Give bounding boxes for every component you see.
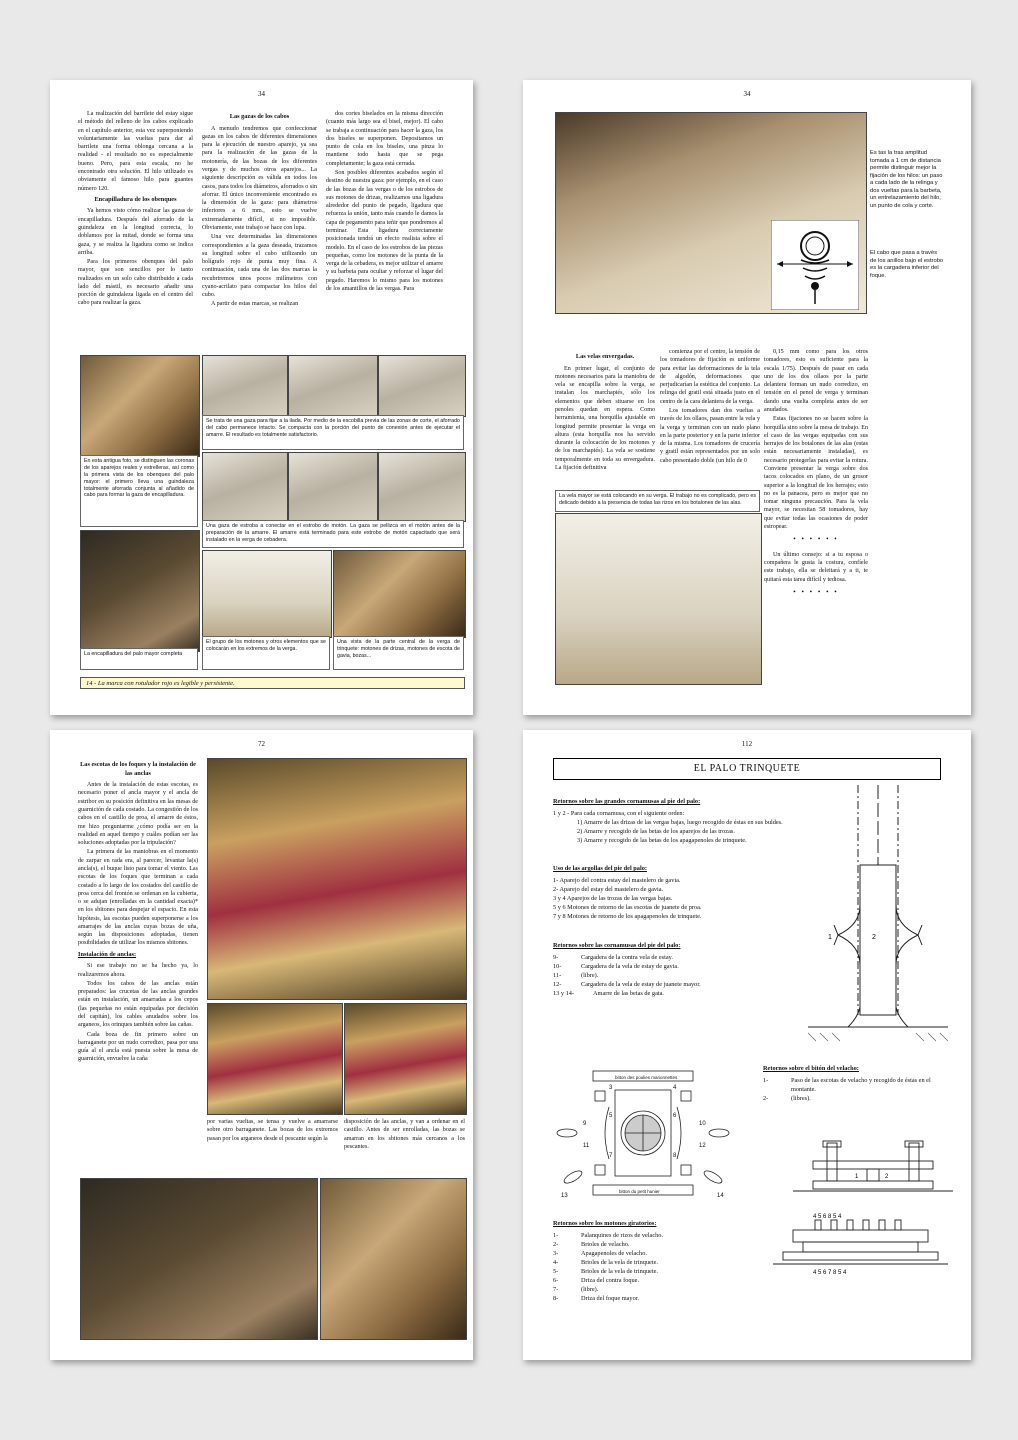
item-value: Paso de las escotas de velacho y recogido de éstas en el montante. (791, 1076, 931, 1093)
label-1: 1 (828, 934, 832, 941)
list-item (553, 954, 783, 963)
photo-ruler-mark (288, 355, 378, 417)
photo-rigging-bitts (344, 1003, 467, 1115)
item-value: Brioles de velacho. (581, 1240, 630, 1248)
figure-note-strip: 14 - La marca con rotulador rojo es legible y persistente. (80, 677, 465, 689)
list-item: 3 y 4 Aparejos de las trozas de las vergas bajas. (553, 894, 673, 902)
label-sheaves-bottom: 4 5 6 7 8 5 4 (813, 1270, 847, 1276)
paragraph: Para los primeros obenques del palo mayor, que son sencillos por lo tanto realizados en un solo cabo distribuido a cada lado del mástil, es necesario añadir una porción de guindaleza ligada en el centro del cabo para realizar la gaza. (78, 259, 193, 307)
section-mast-rings (553, 865, 783, 922)
item-key: 9- (553, 953, 559, 961)
item-value: Driza del contra foque. (581, 1276, 640, 1284)
label-5: 5 (609, 1113, 613, 1119)
item-key: 5- (553, 1267, 559, 1275)
photo-tweezers-block (288, 452, 378, 522)
photo-mast-head (80, 530, 200, 652)
section-cleats-foot (553, 942, 783, 999)
item-key: 6- (553, 1276, 559, 1284)
side-note-downhaul: El cabo que pasa a través de los anillos bajo el estrobo es la cargadera inferior del foque. (870, 250, 944, 279)
item-value: Brioles de la vela de trinquete. (581, 1267, 658, 1275)
paragraph: Estas fijaciones no se hacen sobre la horquilla sino sobre la mesa de trabajo. En el caso de las vergas equipadas con sus herrajes de los botalones de las alas (estas están necesariamente instaladas), es necesario protegerlas para evitar la rotura. Conviene presentar la verga sobre dos tacos colocados en plano, de un grosor superior a la longitud de los herrajes; esto no es la panacea, pero es mejor que no tomar ninguna precaución. Para la vela mayor, se necesitan 58 tomadores, hay que evitar todas las ocasiones de poder estropear. (764, 416, 868, 530)
list-item (553, 1259, 753, 1268)
section-bitts (763, 1065, 948, 1104)
list-item (553, 963, 783, 972)
list-item (553, 1277, 753, 1286)
item-value: (libre). (581, 971, 599, 979)
section-cleats-large (553, 798, 821, 846)
photo-glue-joint (378, 355, 466, 417)
item-key: 3- (553, 1249, 559, 1257)
label-12: 12 (699, 1143, 706, 1149)
label-9: 9 (583, 1121, 587, 1127)
text-column-1 (78, 758, 198, 1176)
photo-mast-crosstrees (80, 355, 200, 457)
label-8: 8 (673, 1153, 677, 1159)
list-item (763, 1095, 948, 1104)
paragraph: A menudo tendremos que confeccionar gazas en los cabos de diferentes dimensiones para la ejecución de nuestro aparejo, ya sea para la realización de las gazas de la motonería, de las bozas de los diferentes vergas y de muchos otros aparejos... La siguiente descripción es válida en todos los casos, para todos los diámetros, aforrados o sin aforrar. El único inconveniente encontrado es la dimensión de la gaza: para diámetros inferiores a 6 mm., esto se vuelve extremadamente difícil, si no imposible. Obviamente, este trabajo se hace con lupa. (202, 125, 317, 231)
item-key: 7- (553, 1285, 559, 1293)
photo-tweezers-loop (202, 452, 288, 522)
list-item (763, 1077, 948, 1095)
item-key: 10- (553, 962, 562, 970)
page-number: 72 (258, 740, 265, 748)
list-item (553, 1232, 753, 1241)
side-note-lashing: Es tas la tras amplitud tomada a 1 cm de distancia permite distinguir mejor la fijación de los hilos: un paso a cada lado de la relinga y dos vueltas para la barbeta, un entrelazamiento del hilo, un punto de cola y corte. (870, 150, 943, 209)
section-heading: Las velas envergadas. (575, 353, 635, 360)
item-value: Apagapenoles de velacho. (581, 1249, 647, 1257)
paragraph: comienza por el centro, la tensión de los tomadores de fijación es uniforme para evitar las deformaciones de la tela de algodón, deformaciones que perjudicarían la estética del conjunto. La relinga del gratil está situada justo en el centro de la cara delantera de la verga. (660, 349, 760, 405)
item-value: (libres). (791, 1094, 811, 1102)
caption-eye-splice: Se trata de una gaza para fijar a la ilada. Por medio de la escobilla previa de las zonas de corte, el aforrado del cabo permanece intacto. Se compacta con la porción del punto de conexión antes de ejecutar el amarre. El resultado es totalmente satisfactorio. (202, 415, 464, 450)
photo-blocks-group (202, 550, 332, 638)
section-divider: • • • • • • (793, 587, 839, 596)
label-3: 3 (609, 1085, 613, 1091)
page-number: 34 (258, 90, 265, 98)
list-item (553, 1286, 753, 1295)
list-item: 3) Amarre y recogido de las betas de los apagapenoles de trinquete. (577, 836, 747, 844)
paragraph: Cada boza de fin primero sobre un barraganete por un nudo corredizo, pasa por una guía al el ancla está puesta sobre la mesa de guarnición, envuelve la caña (78, 1031, 198, 1063)
paragraph: Antes de la instalación de estas escotas, es necesario poner el ancla mayor y el ancla de estribor en su posición definitiva en las mesas de guarnición de cada costado. La congestión de los cabos en el castillo de proa, el amarre de éstos, me hizo preguntarme ¿cómo podía ser en la realidad en aquel tiempo y cuáles podían ser las soluciones adoptadas por la tripulación? (78, 782, 198, 847)
paragraph: En primer lugar, el conjunto de motones necesarios para la maniobra de vela se encapilla sobre la verga, se instalan los marchapiés, sólo los elementos que deben situarse en los penoles quedan en espera. Como herramienta, una horquilla ajustable en longitud permite presentar la verga en altura (esta horquilla nos ha servido durante la colocación de los motones y de los marchapiés). La vela se sostiene temporalmente en toda su envergadura. La fijación definitiva (555, 365, 655, 471)
paragraph: por varias vueltas, se tensa y vuelve a amarrarse sobre otro barraganete. Las bozas de los extremos pasan por los arganeos desde el pescante según la (207, 1119, 338, 1142)
label-7: 7 (609, 1153, 613, 1159)
item-key: 12- (553, 980, 562, 988)
knot-diagram (771, 220, 859, 310)
section-title: Retornos sobre los motones giratorios: (553, 1220, 657, 1227)
section-heading: Instalación de anclas: (78, 950, 137, 958)
section-swivel-blocks (553, 1220, 753, 1303)
list-item (553, 1295, 753, 1304)
paragraph: Ya hemos visto cómo realizar las gazas de encapilladura. Después del aforrado de la guindaleza en la longitud correcta, lo doblamos por la mitad, donde se forma una gaza, y se realiza la ligadura como se indica arriba. (78, 208, 193, 256)
item-value: Driza del foque mayor. (581, 1294, 640, 1302)
label-bitts-bottom: bitton du petit hunier (619, 1189, 660, 1194)
section-title: Retornos sobre las cornamusas del pie del palo: (553, 942, 681, 949)
caption-blocks-group: El grupo de los motones y otros elementos que se colocarán en los extremos de la verga. (202, 636, 330, 670)
text-column-2 (660, 348, 760, 485)
label-side-2: 2 (885, 1174, 889, 1180)
caption-mast-head: La encapilladura del palo mayor completa (80, 648, 198, 670)
text-column-2 (207, 1118, 338, 1178)
label-2: 2 (872, 934, 876, 941)
label-bitts-top: bitton des poulies marionnettes (615, 1075, 678, 1080)
item-value: Cargadera de la contra vela de estay. (581, 953, 673, 961)
list-item: 1- Aparejo del contra estay del mastelero de gavia. (553, 876, 681, 884)
caption-old-photo: En esta antigua foto, se distinguen las coronas de los aparejos reales y estrelleras, así como la primera vista de los obenques del palo mayor: el primero lleva una guindaleza totalmente aforrada conjunta al añadido de cabo para formar la gaza de encapilladura. (80, 455, 198, 527)
photo-forecastle-deck (207, 758, 467, 1000)
page-number: 34 (743, 90, 751, 98)
item-key: 2- (553, 1240, 559, 1248)
item-key: 8- (553, 1294, 559, 1302)
page-112 (523, 730, 971, 1360)
list-item (553, 990, 783, 999)
paragraph: Si ese trabajo no se ha hecho ya, lo realizaremos ahora. (78, 963, 198, 978)
bitts-elevation-diagram (793, 1135, 953, 1200)
item-key: 2- (763, 1094, 769, 1102)
item-value: Cargadera de la vela de estay de juanete mayor. (581, 980, 701, 988)
section-title: Retornos sobre las grandes cornamusas al pie del palo: (553, 798, 701, 805)
item-value: Palanquines de rizos de velacho. (581, 1231, 664, 1239)
text-column-1 (78, 110, 193, 372)
label-13: 13 (561, 1193, 568, 1199)
paragraph: Un último consejo: si a tu esposa o compañera le gusta la costura, confíele este trabajo, ella se deleitará y a ti, te quitará esta tarea difícil y tediosa. (764, 551, 868, 583)
paragraph: Son posibles diferentes acabados según el destino de nuestra gaza: por ejemplo, en el caso de las bozas de las vergas o de los estrobos de sus motones de drizas, realizamos una ligadura alrededor del punto de pegado, ligadura que refuerza la unión, tanto más cuando le damos la capa de pegamento para teñir que pondremos al terminar. Esta ligadura correctamente posicionada tendrá un efecto realista sobre el modelo. En el caso de los estrobos de las piezas pequeñas, como los motones de la punta de la verga de la cebadera, es mejor utilizar el amarre y su barbeta para ocultar y reforzar el lugar del pegado. Haremos lo mismo para los motones de los amantillos de las vergas. Para (326, 169, 443, 292)
page-34-left (50, 80, 473, 715)
list-item: 7 y 8 Motones de retorno de los apagapenoles de trinquete. (553, 912, 702, 920)
photo-yard-center (333, 550, 466, 638)
text-column-3 (326, 110, 443, 372)
label-11: 11 (583, 1143, 590, 1149)
page-number: 112 (741, 740, 753, 748)
list-item (553, 1241, 753, 1250)
label-6: 6 (673, 1113, 677, 1119)
item-key: 1- (763, 1076, 769, 1084)
photo-rope-cut (202, 355, 288, 417)
item-key: 4- (553, 1258, 559, 1266)
caption-strop: Una gaza de estroba a conectar en el estrobo de motón. La gaza se pellizca en el motón antes de la preparación de la amarre. El amarre está terminado para este estrobo de motón capacitado que será instalado en la verga de cebadera. (202, 520, 464, 548)
caption-yard-center: Una vista de la parte central de la verga de trinquete: motones de drizas, motones de escota de gavia, bozas... (333, 636, 464, 670)
paragraph: Una vez determinadas las dimensiones correspondientes a la gaza deseada, trazamos su longitud sobre el cubo utilizando un bolígrafo rojo de punta muy fina. A continuación, cada una de las dos marcas la recubriremos unos pocos milímetros con cyano-acrilato para compactar los hilos del cubo. (202, 234, 317, 299)
list-item (553, 981, 783, 990)
list-item (553, 1268, 753, 1277)
photo-finished-strop (378, 452, 466, 522)
mast-foot-diagram (808, 785, 948, 1045)
photo-cathead (320, 1178, 467, 1340)
item-key: 13 y 14- (553, 989, 574, 997)
item-value: Cargadera de la vela de estay de gavia. (581, 962, 679, 970)
chapter-title: EL PALO TRINQUETE (553, 758, 941, 780)
label-14: 14 (717, 1193, 724, 1199)
item-value: Brioles de la vela de trinquete. (581, 1258, 658, 1266)
list-item (553, 1250, 753, 1259)
bitts-plan-diagram (553, 1065, 733, 1210)
section-heading: Encapilladura de los obenques (94, 195, 177, 203)
item-key: 1- (553, 1231, 559, 1239)
paragraph: Los tomadores dan dos vueltas a través de los ollaos, pasan entre la vela y la verga y terminan con un nudo plano en la parte posterior y en la parte inferior de la misma. Los tomadores de crucería y gratil están representados por un solo cabo presentado doble (un hilo de 0 (660, 407, 760, 464)
photo-anchor-stoppers (207, 1003, 343, 1115)
label-sheaves-top: 4 5 6 8 5 4 (813, 1214, 842, 1220)
list-item (553, 972, 783, 981)
caption-main-sail: La vela mayor se está colocando en su verga. El trabajo no es complicado, pero es delicado debido a la presencia de todas las rizos en los botalones de las alas. (555, 490, 760, 512)
paragraph: disposición de las anclas, y van a ordenar en el castillo. Antes de ser enrolladas, las bozas se amarran en los sbitones más cercanos a los pescantes. (344, 1119, 465, 1150)
section-divider: • • • • • • (793, 535, 839, 544)
list-item: 2- Aparejo del estay del mastelero de gavia. (553, 885, 664, 893)
text-column-3 (344, 1118, 465, 1178)
paragraph: Todos los cabos de las anclas están preparados: las crucetas de las anclas grandes están en instalación, un amarradas a los cepos (las pequeñas no están equipadas por decisión del capitán), los cables anudados sobre los arganeos, los orinques también sobre las cañas. (78, 980, 198, 1029)
paragraph: La realización del barrilete del estay sigue el método del relleno de los cabos explicado en el capítulo anterior, esta vez superponiendo voluntariamente las vueltas para dar al barrilete una forma oblonga cercana a la realidad - el resultado no es especialmente bueno. Pero, para esta escala, no he encontrado otra solución. El hilo utilizado es obviamente el famoso hilo para guantes número 120. (78, 111, 193, 192)
list-item: 1) Amarre de las drizas de las vergas bajas, luego recogido de éstas en sus buldes. (577, 818, 783, 826)
paragraph: A partir de estas marcas, se realizan (211, 301, 299, 308)
page-34-right (523, 80, 971, 715)
label-side-1: 1 (855, 1174, 859, 1180)
photo-sail-on-table (555, 513, 762, 685)
paragraph: La primera de las maniobras en el momento de zarpar en rada era, al parecer, levantar la(s) ancla(s), el buque listo para tomar el viento. Las escotas de los foques que terminan a cada costado a lo largo de los costados del castillo de proa cerca del frontón se ordenan en la cubierta, o se adujan (enrolladas en la cantidad exacta)* en los sbitones para despejar el espacio. En esta hipótesis, las escotas pueden superponerse a los amarrajes de las anclas cuyas bozas de uña, según las disposiciones adoptadas, tienen posibilidades de utilizar los mismos sbitones. (78, 849, 198, 947)
item-value: Amarre de las betas de gata. (593, 989, 664, 997)
label-4: 4 (673, 1085, 677, 1091)
label-10: 10 (699, 1121, 706, 1127)
section-heading: Las escotas de los foques y la instalación de las anclas (80, 761, 196, 777)
paragraph: 0,15 mm como para los otros tomadores, esto es suficiente para la escala 1/75). Después de pasar en cada uno de los dos ollaos por la parte delantera forman un nudo corredizo, en tensión en el penol de verga y terminan dando una vuelta completa antes de ser anudados. (764, 349, 868, 413)
photo-anchors-set (80, 1178, 318, 1340)
text-column-3 (764, 348, 868, 688)
item-value: (libre). (581, 1285, 599, 1293)
section-title: Retornos sobre el bitón del velacho: (763, 1065, 859, 1072)
page-72 (50, 730, 473, 1360)
section-heading: Las gazas de los cabos (229, 113, 290, 120)
text-column-2 (202, 110, 317, 372)
paragraph: dos cortes biselados en la misma dirección (cuanto más largo sea el bisel, mejor). El cabo se trabaja a continuación para hacer la gaza, los dos biseles se superponen. Depositamos un punto de cola en los biseles, una pinza lo mantiene todo hasta que se pega completamente; la gaza está cerrada. (326, 111, 443, 167)
list-item: 5 y 6 Motones de retorno de las escotas de juanete de proa. (553, 903, 702, 911)
swivel-blocks-diagram (773, 1210, 948, 1280)
text-column-1 (555, 350, 655, 485)
list-item: 2) Amarre y recogido de las betas de los aparejos de las trozas. (577, 827, 735, 835)
list-intro: 1 y 2 - Para cada cornamusa, con el siguiente orden: (553, 809, 685, 817)
item-key: 11- (553, 971, 562, 979)
section-title: Uso de las argollas del pie del palo: (553, 865, 647, 872)
